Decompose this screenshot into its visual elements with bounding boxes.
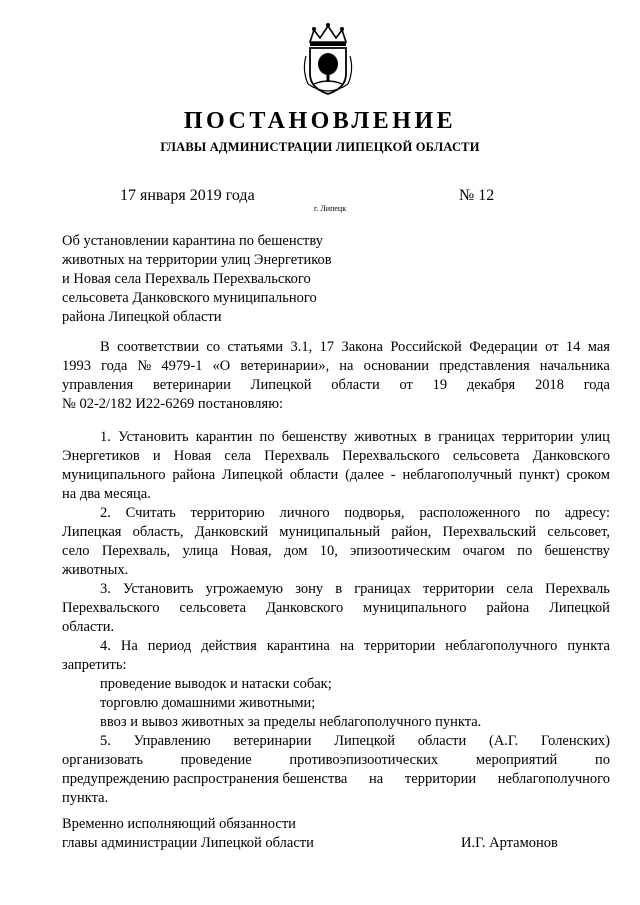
- word: село: [62, 543, 90, 559]
- word: карантин: [195, 429, 253, 445]
- word: Установить: [123, 581, 194, 597]
- word: 19: [432, 377, 448, 393]
- document-date: 17 января 2019 года: [120, 187, 255, 204]
- paragraph-last-line: № 02-2/182 И22-6269 постановляю:: [62, 396, 284, 412]
- word: сельсовета: [179, 600, 247, 616]
- signature-position-line: главы администрации Липецкой области: [62, 835, 314, 851]
- word: расположенного: [419, 505, 521, 521]
- word: села: [506, 581, 534, 597]
- word: по: [535, 505, 551, 521]
- document-city: г. Липецк: [314, 204, 347, 213]
- word: зону: [295, 581, 324, 597]
- word: улица: [182, 543, 219, 559]
- word: 1993: [62, 358, 91, 374]
- word: села: [224, 448, 252, 464]
- subject-line: района Липецкой области: [62, 309, 222, 325]
- word: Управлению: [133, 733, 211, 749]
- justified-line: [62, 542, 610, 561]
- item-1-paragraph: [62, 428, 610, 504]
- word: сельсовета: [452, 448, 520, 464]
- word: Голенских): [541, 733, 610, 749]
- word: статьями: [227, 339, 284, 355]
- justified-line: [62, 466, 610, 485]
- word: и: [152, 448, 161, 464]
- word: Новая: [173, 448, 212, 464]
- document-number: № 12: [459, 187, 495, 204]
- paragraph-last-line: на два месяца.: [62, 486, 151, 502]
- word: область,: [132, 524, 184, 540]
- word: начальника: [539, 358, 610, 374]
- signer-name: И.Г. Артамонов: [461, 835, 558, 851]
- word: Энергетиков: [62, 448, 140, 464]
- word: ветеринарии: [233, 733, 312, 749]
- word: карантина: [266, 638, 330, 654]
- word: области: [331, 377, 380, 393]
- justified-line: [62, 580, 610, 599]
- paragraph-last-line: пункта.: [62, 790, 109, 806]
- word: Перехваль: [264, 448, 329, 464]
- word: улиц: [580, 429, 610, 445]
- justified-line: [62, 751, 610, 770]
- document-subtitle: ГЛАВЫ АДМИНИСТРАЦИИ ЛИПЕЦКОЙ ОБЛАСТИ: [160, 140, 480, 154]
- subject-line: сельсовета Данковского муниципального: [62, 290, 317, 306]
- word: на: [339, 638, 355, 654]
- word: территории: [404, 771, 477, 787]
- justified-line: [62, 523, 610, 542]
- word: проведение: [180, 752, 252, 768]
- word: «О: [212, 358, 231, 374]
- signature-position: [62, 815, 314, 853]
- word: Перехвальского: [342, 448, 440, 464]
- subject-line: и Новая села Перехваль Перехвальского: [62, 271, 311, 287]
- word: в: [335, 581, 343, 597]
- word: (далее: [345, 467, 384, 483]
- word: 5.: [100, 733, 111, 749]
- justified-line: [62, 504, 610, 523]
- prohibition-item: торговлю домашними животными;: [100, 695, 316, 711]
- word: в: [424, 429, 432, 445]
- word: границах: [354, 581, 411, 597]
- word: 2018: [534, 377, 564, 393]
- document-title: ПОСТАНОВЛЕНИЕ: [183, 108, 457, 134]
- word: подворья,: [344, 505, 405, 521]
- word: на: [369, 771, 384, 787]
- word: мероприятий: [475, 752, 558, 768]
- word: Перехваль,: [101, 543, 171, 559]
- signature-position-line: Временно исполняющий обязанности: [62, 816, 296, 832]
- justified-line: [62, 599, 610, 618]
- word: ветеринарии: [152, 377, 231, 393]
- word: 3.: [100, 581, 111, 597]
- word: границах: [438, 429, 495, 445]
- word: эпизоотическим: [350, 543, 451, 559]
- word: года: [583, 377, 610, 393]
- word: предупреждению распространения бешенства: [62, 771, 348, 787]
- word: Закона: [341, 339, 383, 355]
- word: территории: [364, 638, 436, 654]
- word: района: [172, 467, 216, 483]
- word: на: [339, 358, 354, 374]
- paragraph-last-line: запретить:: [62, 657, 127, 673]
- word: области: [417, 733, 467, 749]
- word: пункт): [518, 467, 560, 483]
- word: мая: [587, 339, 610, 355]
- word: декабря: [466, 377, 516, 393]
- word: действия: [201, 638, 257, 654]
- preamble-paragraph: [62, 338, 610, 414]
- word: территории: [422, 581, 495, 597]
- word: №: [137, 358, 152, 374]
- item-3-paragraph: [62, 580, 610, 637]
- word: неблагополучного: [497, 771, 610, 787]
- word: личного: [279, 505, 330, 521]
- document-subject: [62, 232, 362, 327]
- word: со: [206, 339, 221, 355]
- word: Данковского: [532, 448, 610, 464]
- word: адресу:: [564, 505, 610, 521]
- word: ветеринарии»,: [240, 358, 330, 374]
- word: муниципального: [363, 600, 467, 616]
- word: соответствии: [117, 339, 199, 355]
- word: территории: [502, 429, 574, 445]
- word: 1.: [100, 429, 111, 445]
- word: организовать: [62, 752, 143, 768]
- word: Новая,: [230, 543, 272, 559]
- word: Перехваль: [545, 581, 610, 597]
- word: На: [120, 638, 138, 654]
- word: области: [289, 467, 339, 483]
- justified-line: [62, 428, 610, 447]
- word: 10,: [319, 543, 338, 559]
- word: 14: [565, 339, 581, 355]
- word: бешенству: [544, 543, 610, 559]
- word: по: [259, 429, 275, 445]
- word: Липецкой: [250, 377, 312, 393]
- paragraph-last-line: области.: [62, 619, 115, 635]
- word: по: [517, 543, 533, 559]
- word: представления: [439, 358, 530, 374]
- word: Липецкой: [549, 600, 610, 616]
- word: Липецкой: [334, 733, 396, 749]
- justified-line: [62, 357, 610, 376]
- word: дом: [283, 543, 308, 559]
- word: период: [147, 638, 192, 654]
- word: 17: [319, 339, 335, 355]
- word: бешенству: [281, 429, 348, 445]
- subject-line: животных на территории улиц Энергетиков: [62, 252, 332, 268]
- word: В: [100, 339, 110, 355]
- word: управления: [62, 377, 134, 393]
- word: района: [486, 600, 530, 616]
- word: по: [594, 752, 610, 768]
- justified-line: [62, 338, 610, 357]
- word: муниципального: [62, 467, 166, 483]
- word: 2.: [100, 505, 111, 521]
- subject-line: Об установлении карантина по бешенству: [62, 233, 323, 249]
- word: основании: [363, 358, 430, 374]
- prohibition-item: проведение выводок и натаски собак;: [100, 676, 332, 692]
- word: 4.: [100, 638, 111, 654]
- word: сельсовет,: [547, 524, 610, 540]
- word: пункта: [567, 638, 610, 654]
- word: Липецкой: [222, 467, 283, 483]
- justified-line: [62, 637, 610, 656]
- word: Федерации: [469, 339, 538, 355]
- paragraph-last-line: животных.: [62, 562, 129, 578]
- word: года: [101, 358, 128, 374]
- word: Перехвальский: [442, 524, 537, 540]
- word: от: [399, 377, 413, 393]
- word: сроком: [566, 467, 610, 483]
- item-2-paragraph: [62, 504, 610, 580]
- word: 4979-1: [161, 358, 203, 374]
- word: очагом: [462, 543, 505, 559]
- word: животных: [354, 429, 418, 445]
- word: Липецкая: [62, 524, 122, 540]
- word: от: [545, 339, 559, 355]
- item-4-paragraph: [62, 637, 610, 732]
- word: Данковский: [194, 524, 269, 540]
- justified-line: [62, 376, 610, 395]
- word: 3.1,: [290, 339, 313, 355]
- word: неблагополучный: [402, 467, 513, 483]
- word: Данковского: [265, 600, 344, 616]
- word: (А.Г.: [488, 733, 519, 749]
- word: Перехвальского: [62, 600, 160, 616]
- justified-line: [62, 447, 610, 466]
- item-5-paragraph: [62, 732, 610, 808]
- word: район,: [391, 524, 432, 540]
- coat-of-arms-emblem: [298, 22, 358, 98]
- word: неблагополучного: [445, 638, 558, 654]
- word: Установить: [118, 429, 189, 445]
- justified-line: [62, 732, 610, 751]
- justified-line: [62, 770, 610, 789]
- word: угрожаемую: [205, 581, 284, 597]
- word: противоэпизоотических: [289, 752, 439, 768]
- prohibition-item: ввоз и вывоз животных за пределы неблагополучного пункта.: [100, 714, 482, 730]
- word: -: [390, 467, 396, 483]
- word: территорию: [190, 505, 265, 521]
- word: муниципальный: [279, 524, 381, 540]
- word: Российской: [390, 339, 462, 355]
- word: Считать: [125, 505, 176, 521]
